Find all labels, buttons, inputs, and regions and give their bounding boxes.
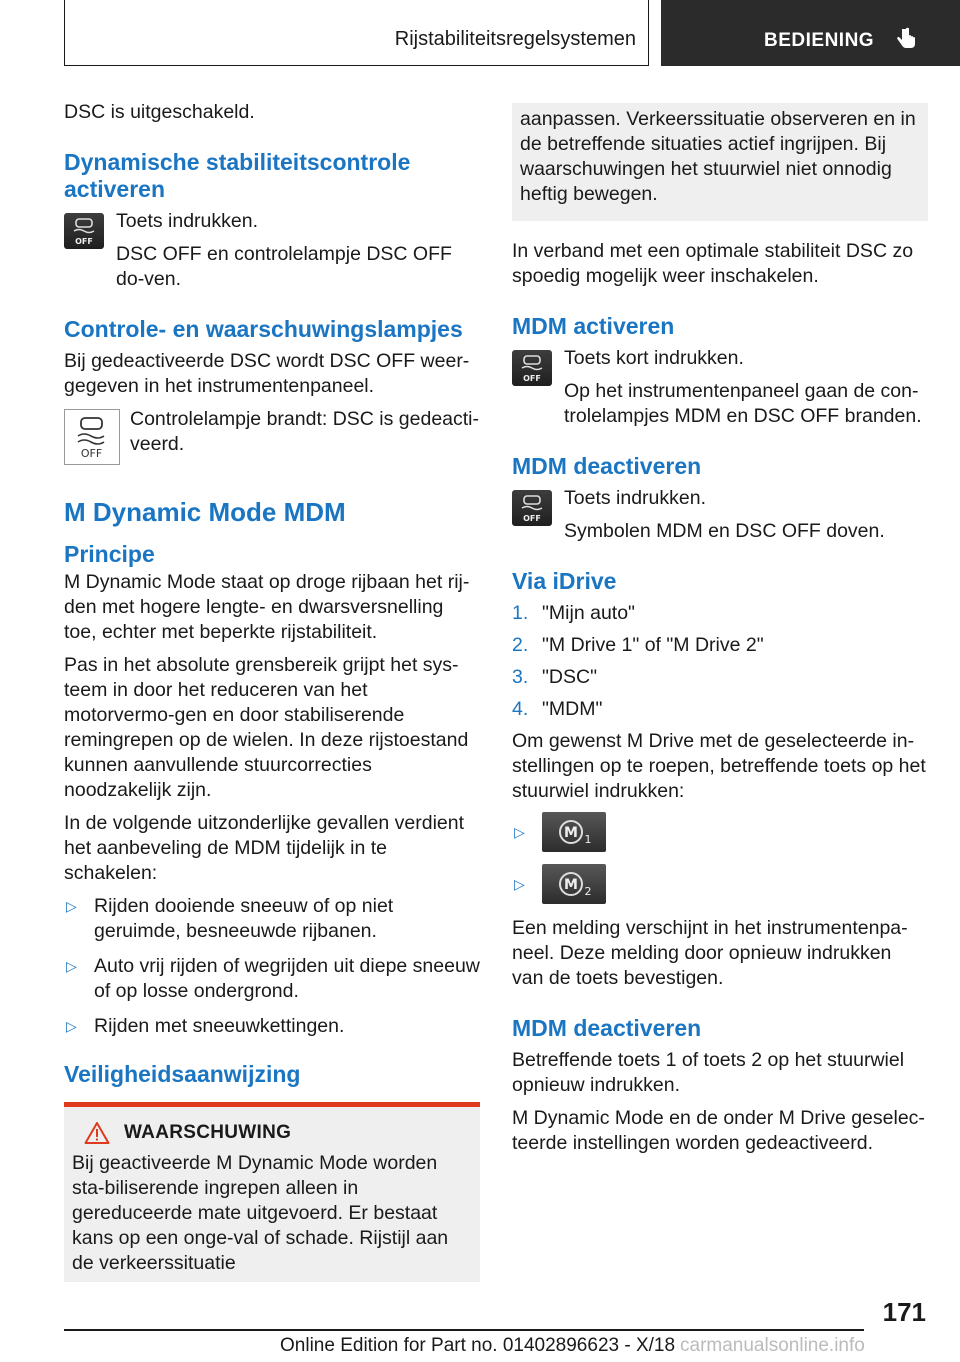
warning-box-continued bbox=[512, 103, 928, 221]
paragraph: M Dynamic Mode en de onder M Drive geselec-teerde instellingen worden gedeactiveerd. bbox=[512, 1107, 925, 1154]
warning-header bbox=[72, 1121, 472, 1145]
chapter-title: BEDIENING bbox=[764, 30, 875, 51]
list-item: 1. "Mijn auto" bbox=[512, 602, 635, 624]
list-item: ▷ Auto vrij rijden of wegrijden uit diepe sneeuw of op losse ondergrond. bbox=[66, 955, 480, 1002]
section-tab bbox=[64, 0, 649, 66]
heading-idrive: Via iDrive bbox=[512, 568, 617, 594]
dsc-button-instruction bbox=[64, 209, 480, 292]
svg-text:M: M bbox=[564, 877, 578, 893]
heading-mdm: M Dynamic Mode MDM bbox=[64, 497, 346, 527]
svg-text:OFF: OFF bbox=[80, 447, 103, 460]
heading-mdm-deactivate: MDM deactiveren bbox=[512, 453, 702, 479]
indicator-lamp-block bbox=[64, 407, 480, 469]
m1-button-row bbox=[512, 812, 928, 852]
list-item: 3. "DSC" bbox=[512, 666, 598, 688]
triangle-bullet-icon: ▷ bbox=[66, 1018, 77, 1034]
chapter-tab bbox=[661, 0, 960, 66]
footer-watermark: carmanualsonline.info bbox=[680, 1335, 865, 1356]
bullet-list bbox=[64, 894, 480, 1039]
warning-title: WAARSCHUWING bbox=[124, 1122, 292, 1143]
triangle-bullet-icon: ▷ bbox=[66, 898, 77, 914]
left-column bbox=[64, 100, 480, 1282]
pointing-hand-icon bbox=[893, 26, 919, 52]
paragraph: DSC is uitgeschakeld. bbox=[64, 101, 255, 123]
paragraph: Om gewenst M Drive met de geselecteerde in-stellingen op te roepen, betreffende toets op het stuurwiel indrukken: bbox=[512, 730, 926, 802]
instruction-result: DSC OFF en controlelampje DSC OFF do-ven. bbox=[116, 243, 452, 290]
list-item: ▷ Rijden met sneeuwkettingen. bbox=[66, 1015, 345, 1037]
instruction-press: Toets indrukken. bbox=[116, 210, 258, 232]
section-title: Rijstabiliteitsregelsystemen bbox=[394, 28, 636, 50]
warning-text: Bij geactiveerde M Dynamic Mode worden sta-biliserende ingrepen alleen in gereduceerde mate uitgevoerd. Er bestaat kans op een onge-val of schade. Rijstijl aan de verkeerssituatie bbox=[72, 1152, 449, 1274]
instruction-press: Toets kort indrukken. bbox=[564, 347, 744, 369]
mdm-deactivate-instruction bbox=[512, 486, 928, 544]
svg-text:OFF: OFF bbox=[523, 514, 541, 523]
page-header bbox=[64, 0, 960, 66]
footer-edition: Online Edition for Part no. 01402896623 - X/18 bbox=[280, 1335, 676, 1356]
right-column bbox=[512, 103, 928, 1164]
triangle-bullet-icon: ▷ bbox=[66, 958, 77, 974]
svg-text:M: M bbox=[564, 825, 578, 841]
paragraph: In de volgende uitzonderlijke gevallen verdient het aanbeveling de MDM tijdelijk in te schakelen: bbox=[64, 812, 465, 884]
list-item: 4. "MDM" bbox=[512, 698, 603, 720]
heading-lamps: Controle- en waarschuwingslampjes bbox=[64, 316, 463, 342]
m2-button-row bbox=[512, 864, 928, 904]
dsc-off-lamp-icon bbox=[64, 409, 120, 465]
m1-button-icon bbox=[542, 812, 606, 852]
heading-principle: Principe bbox=[64, 541, 155, 567]
heading-mdm-activate: MDM activeren bbox=[512, 313, 675, 339]
footer-divider bbox=[64, 1329, 864, 1331]
dsc-off-button-icon bbox=[512, 350, 552, 386]
mdm-activate-instruction bbox=[512, 346, 928, 429]
lamp-caption: Controlelampje brandt: DSC is gedeacti-veerd. bbox=[130, 408, 480, 455]
warning-triangle-icon bbox=[84, 1121, 110, 1145]
instruction-press: Toets indrukken. bbox=[564, 487, 706, 509]
paragraph: Een melding verschijnt in het instrumentenpa-neel. Deze melding door opnieuw indrukken van de toets bevestigen. bbox=[512, 917, 908, 989]
instruction-result: Symbolen MDM en DSC OFF doven. bbox=[564, 520, 885, 542]
m2-button-icon bbox=[542, 864, 606, 904]
instruction-result: Op het instrumentenpaneel gaan de con-trolelampjes MDM en DSC OFF branden. bbox=[564, 380, 922, 427]
list-item: ▷ Rijden dooiende sneeuw of op niet geruimde, besneeuwde rijbanen. bbox=[66, 895, 394, 942]
dsc-off-button-icon bbox=[64, 213, 104, 249]
paragraph: Betreffende toets 1 of toets 2 op het stuurwiel opnieuw indrukken. bbox=[512, 1049, 905, 1096]
warning-text-continued: aanpassen. Verkeerssituatie observeren en in de betreffende situaties actief ingrijpen. Bij waarschuwingen het stuurwiel niet onnodig heftig bewegen. bbox=[520, 108, 916, 205]
dsc-off-button-icon bbox=[512, 490, 552, 526]
triangle-bullet-icon: ▷ bbox=[514, 823, 525, 840]
svg-text:OFF: OFF bbox=[75, 237, 93, 246]
triangle-bullet-icon: ▷ bbox=[514, 875, 525, 892]
warning-box bbox=[64, 1102, 480, 1282]
heading-dsc-activate: Dynamische stabiliteitscontrole activeren bbox=[64, 149, 411, 202]
page-number: 171 bbox=[882, 1297, 926, 1327]
svg-text:2: 2 bbox=[584, 885, 592, 898]
heading-safety: Veiligheidsaanwijzing bbox=[64, 1061, 301, 1087]
paragraph: In verband met een optimale stabiliteit DSC zo spoedig mogelijk weer inschakelen. bbox=[512, 240, 914, 287]
heading-mdm-deactivate-2: MDM deactiveren bbox=[512, 1015, 702, 1041]
numbered-list bbox=[512, 601, 928, 722]
svg-text:OFF: OFF bbox=[523, 374, 541, 383]
paragraph: Pas in het absolute grensbereik grijpt het sys-teem in door het reduceren van het motorvermo-gen en door stabiliserende remingrepen op de wielen. In deze rijstoestand kunnen aanvullende stuurcorrecties noodzakelijk zijn. bbox=[64, 654, 469, 801]
paragraph: Bij gedeactiveerde DSC wordt DSC OFF weer-gegeven in het instrumentenpaneel. bbox=[64, 350, 470, 397]
list-item: 2. "M Drive 1" of "M Drive 2" bbox=[512, 634, 764, 656]
paragraph: M Dynamic Mode staat op droge rijbaan het rij-den met hogere lengte- en dwarsversnelling toe, echter met beperkte rijstabiliteit. bbox=[64, 571, 470, 643]
svg-text:1: 1 bbox=[584, 833, 592, 846]
